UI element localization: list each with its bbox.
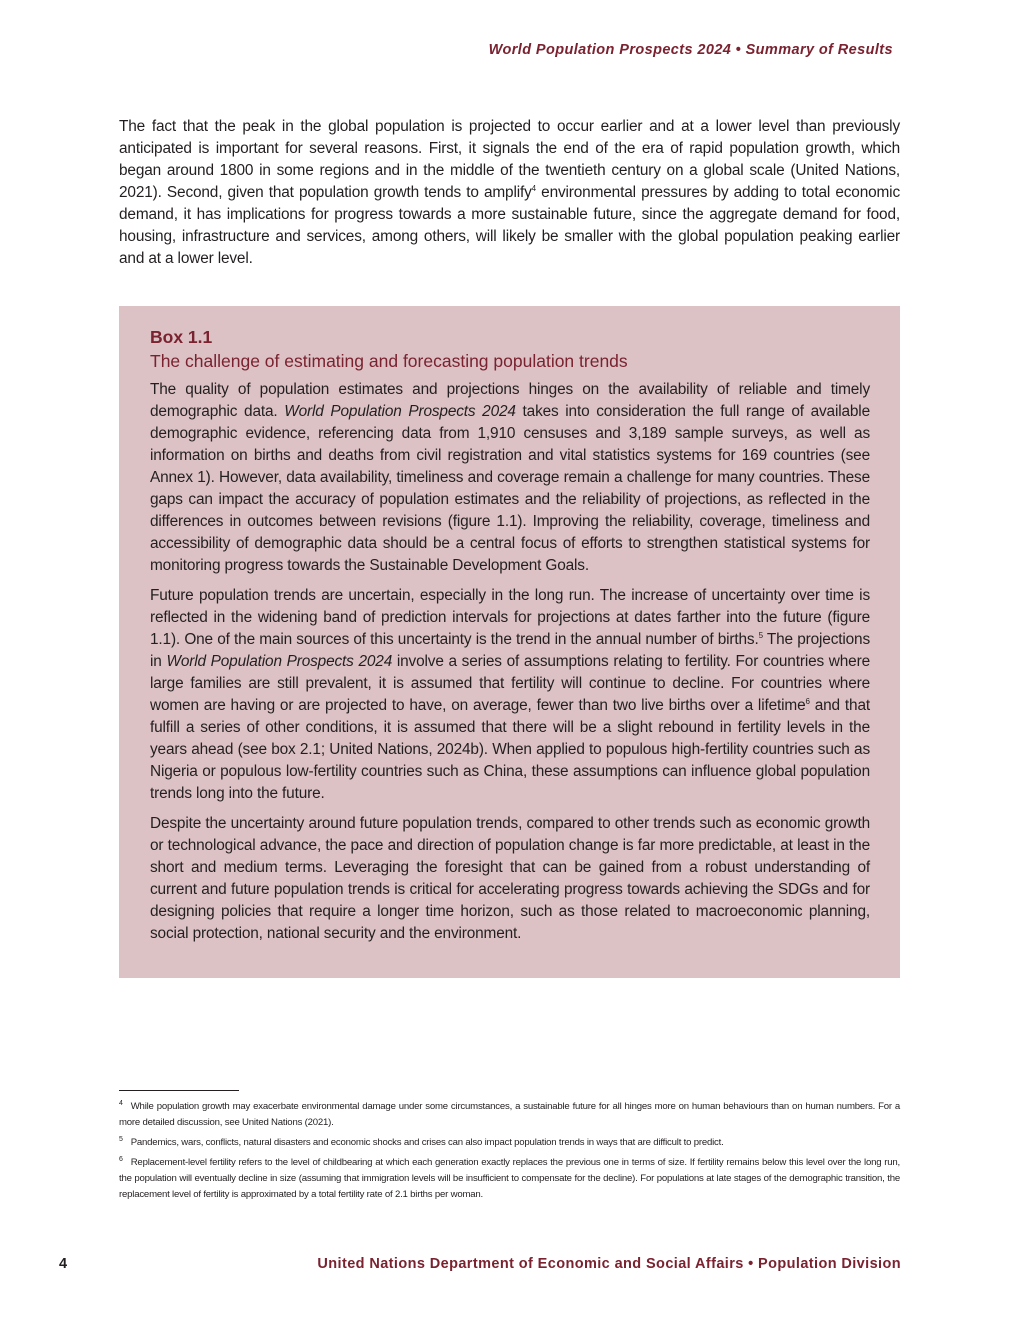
box-number: Box 1.1 xyxy=(150,327,213,347)
box-p2-part-c: involve a series of assumptions relating to fertility. For countries where large families are still prevalent, it is assumed that fertility will continue to decline. For countries where women are having or are projected to have, on average, fewer than two live births over a lifetime xyxy=(150,653,870,714)
running-footer: United Nations Department of Economic and Social Affairs • Population Division xyxy=(317,1256,901,1272)
footnote-text: While population growth may exacerbate environmental damage under some circumstances, a sustainable future for all hinges more on human behaviours than on human numbers. For a more detailed discussion, see United Nations (2021). xyxy=(119,1101,900,1128)
footnote-ref-6: 6 xyxy=(805,696,810,706)
intro-paragraph xyxy=(119,116,900,270)
box-p2-part-d: and that fulfill a series of other conditions, it is assumed that there will be a slight rebound in fertility levels in the years ahead (see box 2.1; United Nations, 2024b). When applied to populous high-fertility countries such as Nigeria or populous low-fertility countries such as China, these assumptions can influence global population trends long into the future. xyxy=(150,697,870,802)
page-number: 4 xyxy=(59,1256,68,1272)
running-header: World Population Prospects 2024 • Summary of Results xyxy=(488,42,893,58)
box-p1-part-a: The quality of population estimates and projections hinges on the availability of reliable and timely demographic data. xyxy=(150,381,870,420)
footnote-number: 5 xyxy=(119,1135,123,1143)
footnote-text: Replacement-level fertility refers to the level of childbearing at which each generation exactly replaces the previous one in terms of size. If fertility remains below this level over the long run, the population will eventually decline in size (assuming that immigration levels will be insufficient to compensate for the decline). For populations at late stages of the demographic transition, the replacement level of fertility is approximated by a total fertility rate of 2.1 births per woman. xyxy=(119,1157,900,1200)
box-p1-part-b: takes into consideration the full range of available demographic evidence, referencing data from 1,910 censuses and 3,189 sample surveys, as well as information on births and deaths from civil registration and vital statistics systems for 169 countries (see Annex 1). However, data availability, timeliness and coverage remain a challenge for many countries. These gaps can impact the accuracy of population estimates and the reliability of projections, as reflected in the differences in outcomes between revisions (figure 1.1). Improving the reliability, coverage, timeliness and accessibility of demographic data should be a central focus of efforts to strengthen statistical systems for monitoring progress towards the Sustainable Development Goals. xyxy=(150,403,870,574)
box-paragraph-2 xyxy=(150,585,870,805)
box-paragraph-3: Despite the uncertainty around future population trends, compared to other trends such as economic growth or technological advance, the pace and direction of population change is far more predictable, at least in the short and medium terms. Leveraging the foresight that can be gained from a robust understanding of current and future population trends is critical for accelerating progress towards achieving the SDGs and for designing policies that require a longer time horizon, such as those related to macroeconomic planning, social protection, national security and the environment. xyxy=(150,815,870,942)
footnote-5 xyxy=(119,1135,900,1151)
footnote-4 xyxy=(119,1099,900,1131)
intro-text-part2: environmental pressures by adding to total economic demand, it has implications for progress towards a more sustainable future, since the aggregate demand for food, housing, infrastructure and services, among others, will likely be smaller with the global population peaking earlier and at a lower level. xyxy=(119,184,900,267)
box-p2-part-a: Future population trends are uncertain, especially in the long run. The increase of uncertainty over time is reflected in the widening band of prediction intervals for projections at dates farther into the future (figure 1.1). One of the main sources of this uncertainty is the trend in the annual number of births. xyxy=(150,587,870,648)
footnote-ref-4: 4 xyxy=(531,183,536,193)
box-p2-part-b: The projections in xyxy=(150,631,870,670)
box-p1-italic-title: World Population Prospects 2024 xyxy=(284,403,516,420)
footnote-number: 4 xyxy=(119,1099,123,1107)
footnotes xyxy=(119,1099,900,1207)
box-title: The challenge of estimating and forecasting population trends xyxy=(150,351,628,371)
box-paragraph-1 xyxy=(150,379,870,577)
footnote-6 xyxy=(119,1155,900,1203)
box-1-1 xyxy=(119,306,900,978)
footnote-ref-5: 5 xyxy=(758,630,763,640)
footnote-text: Pandemics, wars, conflicts, natural disasters and economic shocks and crises can also impact population trends in ways that are difficult to predict. xyxy=(130,1137,724,1148)
footnote-rule xyxy=(119,1090,239,1091)
intro-text-part1: The fact that the peak in the global population is projected to occur earlier and at a lower level than previously anticipated is important for several reasons. First, it signals the end of the era of rapid population growth, which began around 1800 in some regions and in the middle of the twentieth century on a global scale (United Nations, 2021). Second, given that population growth tends to amplify xyxy=(119,118,900,201)
footnote-number: 6 xyxy=(119,1155,123,1163)
box-p2-italic-title: World Population Prospects 2024 xyxy=(166,653,393,670)
